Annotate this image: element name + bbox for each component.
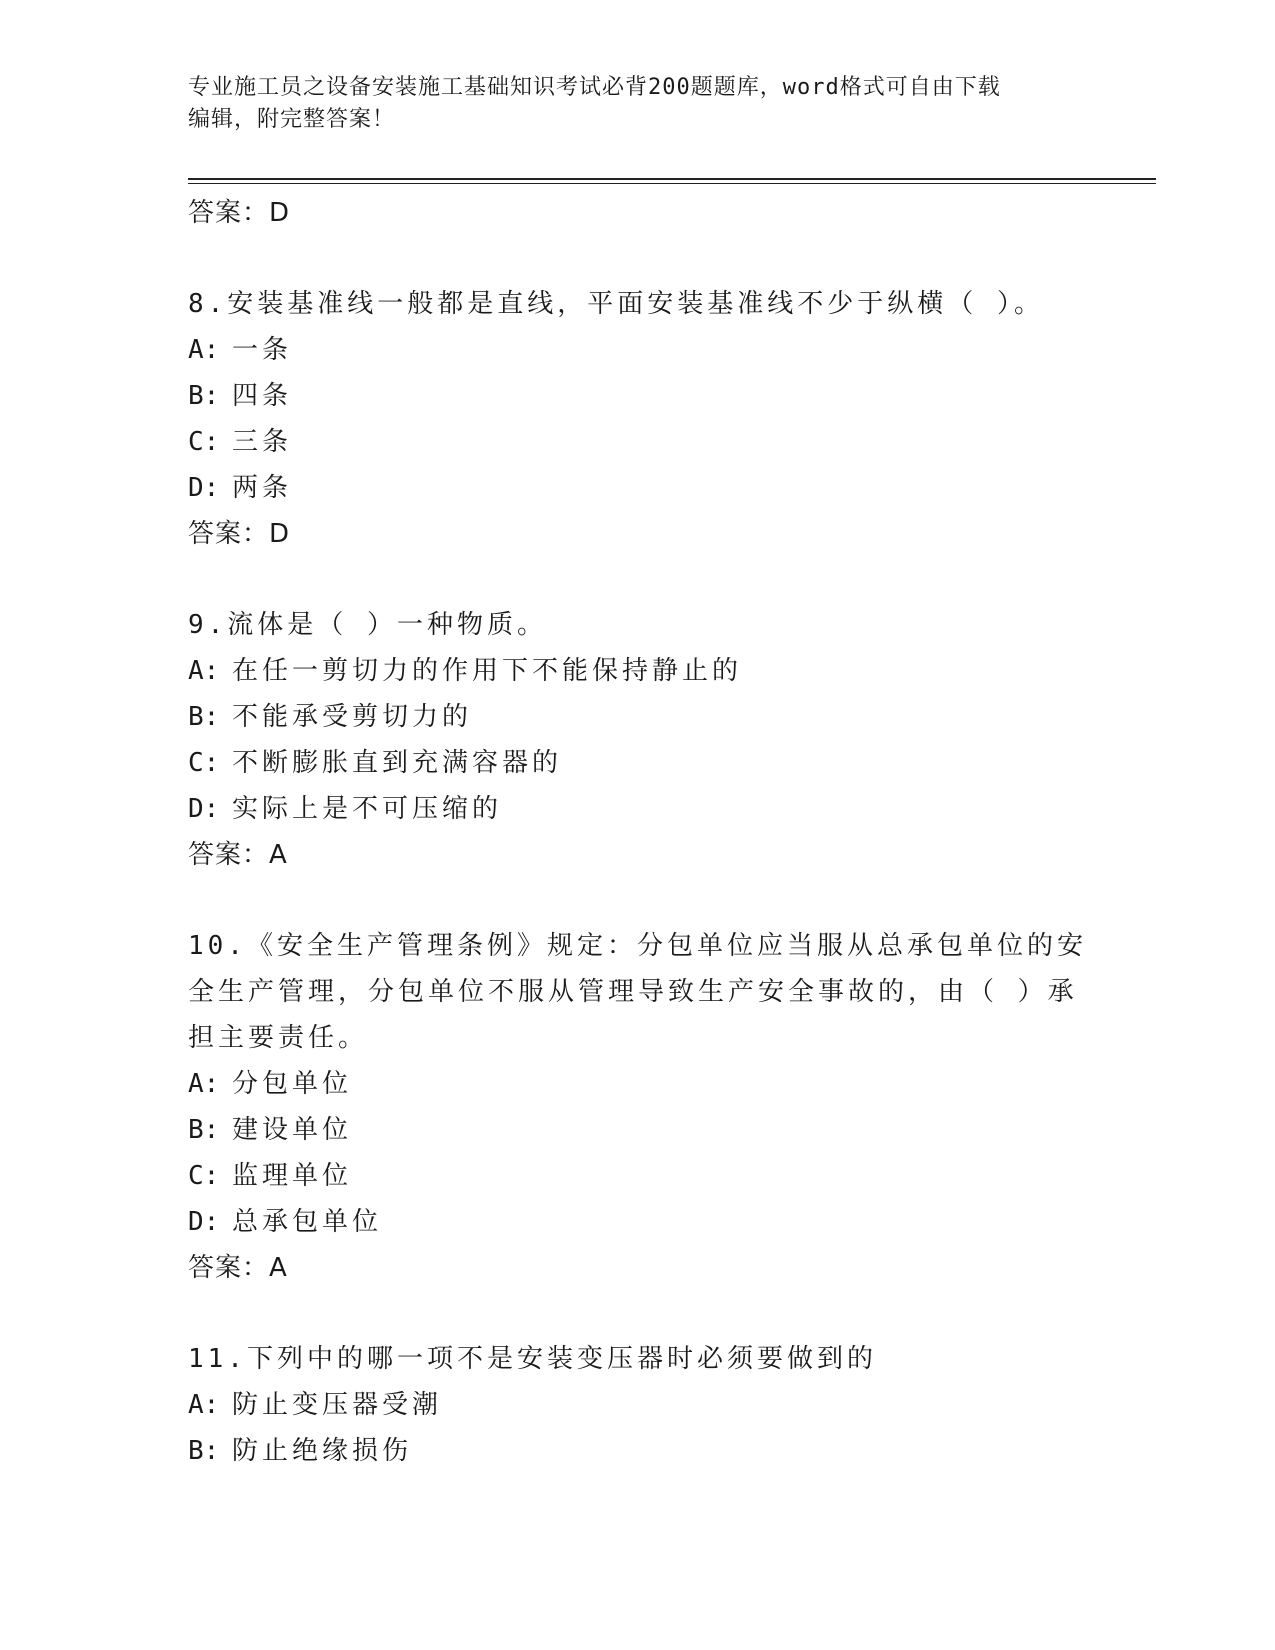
option-letter: C: [188,427,220,457]
option-text: 分包单位 [232,1069,353,1099]
option-text: 在任一剪切力的作用下不能保持静止的 [232,656,743,686]
document-header [188,72,1088,136]
option-text: 两条 [232,473,293,503]
option-letter: A: [188,1390,220,1420]
previous-answer: 答案：D [188,198,291,228]
option-text: 不断膨胀直到充满容器的 [232,748,563,778]
option-letter: A: [188,1069,220,1099]
option-text: 实际上是不可压缩的 [232,794,503,824]
option-letter: D: [188,794,220,824]
option-letter: B: [188,1436,220,1466]
option-letter: D: [188,473,220,503]
question-list [188,190,1088,1474]
option-b [188,1428,1088,1474]
option-a [188,1061,1088,1107]
option-letter: C: [188,748,220,778]
option-b [188,1107,1088,1153]
option-text: 不能承受剪切力的 [232,702,473,732]
answer: 答案：A [188,1253,288,1283]
question-block [188,281,1088,602]
option-text: 监理单位 [232,1161,353,1191]
option-text: 防止变压器受潮 [232,1390,443,1420]
question-text: 11.下列中的哪一项不是安装变压器时必须要做到的 [188,1344,877,1374]
answer: 答案：A [188,840,288,870]
option-text: 建设单位 [232,1115,353,1145]
option-a [188,648,1088,694]
question-block [188,1336,1088,1474]
option-letter: B: [188,1115,220,1145]
option-text: 三条 [232,427,293,457]
option-letter: A: [188,335,220,365]
option-d [188,1199,1088,1245]
question-text: 10.《安全生产管理条例》规定：分包单位应当服从总承包单位的安全生产管理，分包单位不服从管理导致生产安全事故的，由（ ）承担主要责任。 [188,931,1087,1053]
option-d [188,465,1088,511]
option-text: 防止绝缘损伤 [232,1436,413,1466]
option-letter: C: [188,1161,220,1191]
option-text: 四条 [232,381,293,411]
option-d [188,786,1088,832]
option-c [188,1153,1088,1199]
question-block [188,602,1088,923]
header-title-line-1: 专业施工员之设备安装施工基础知识考试必背200题题库，word格式可自由下载 [188,75,1001,100]
option-c [188,740,1088,786]
header-divider-thin [188,183,1156,184]
option-text: 一条 [232,335,293,365]
option-b [188,694,1088,740]
option-b [188,373,1088,419]
header-title-line-2: 编辑，附完整答案！ [188,107,396,132]
option-a [188,1382,1088,1428]
option-text: 总承包单位 [232,1207,383,1237]
option-letter: B: [188,381,220,411]
question-text: 9.流体是（ ）一种物质。 [188,610,547,640]
header-divider-thick [188,178,1156,180]
option-a [188,327,1088,373]
option-c [188,419,1088,465]
option-letter: A: [188,656,220,686]
answer: 答案：D [188,519,291,549]
question-text: 8.安装基准线一般都是直线，平面安装基准线不少于纵横（ ）。 [188,289,1044,319]
question-block [188,923,1088,1336]
option-letter: D: [188,1207,220,1237]
option-letter: B: [188,702,220,732]
